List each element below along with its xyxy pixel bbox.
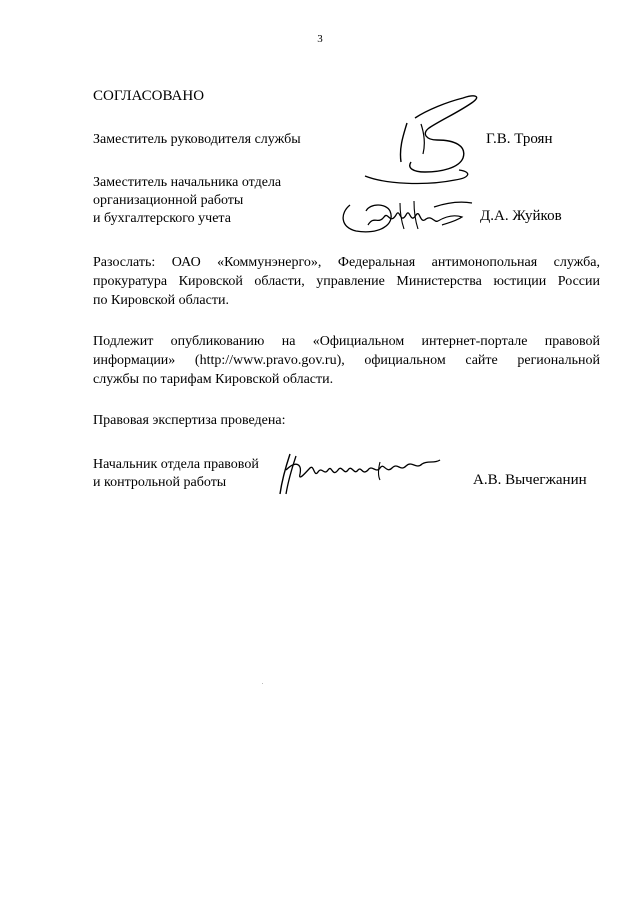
publication-line-2: информации» (http://www.pravo.gov.ru), официальном сайте региональной <box>93 353 600 368</box>
legal-review-statement: Правовая экспертиза проведена: <box>93 413 286 428</box>
signatory-1-title: Заместитель руководителя службы <box>93 132 301 147</box>
approval-heading: СОГЛАСОВАНО <box>93 88 205 104</box>
signature-troyan <box>355 88 495 193</box>
signature-zhuykov <box>338 195 478 235</box>
legal-review-title-line-1: Начальник отдела правовой <box>93 457 259 472</box>
distribution-line-3: по Кировской области. <box>93 293 229 308</box>
page-number: 3 <box>317 33 323 45</box>
distribution-line-1: Разослать: ОАО «Коммунэнерго», Федеральная антимонопольная служба, <box>93 255 600 270</box>
distribution-paragraph <box>93 253 600 310</box>
publication-line-1: Подлежит опубликованию на «Официальном интернет-портале правовой <box>93 334 600 349</box>
signature-vychegzhanin <box>272 450 452 500</box>
signatory-2-title-line-2: организационной работы <box>93 193 244 208</box>
signatory-2-name: Д.А. Жуйков <box>480 208 562 224</box>
signatory-2-title-line-1: Заместитель начальника отдела <box>93 175 282 190</box>
legal-review-title-line-2: и контрольной работы <box>93 475 227 490</box>
distribution-line-2: прокуратура Кировской области, управление Министерства юстиции России <box>93 274 600 289</box>
scan-speck <box>262 683 263 684</box>
signatory-2-title-line-3: и бухгалтерского учета <box>93 211 231 226</box>
publication-paragraph <box>93 332 600 389</box>
signatory-1-name: Г.В. Троян <box>486 131 553 147</box>
legal-review-name: А.В. Вычегжанин <box>473 472 587 488</box>
publication-line-3: службы по тарифам Кировской области. <box>93 372 334 387</box>
